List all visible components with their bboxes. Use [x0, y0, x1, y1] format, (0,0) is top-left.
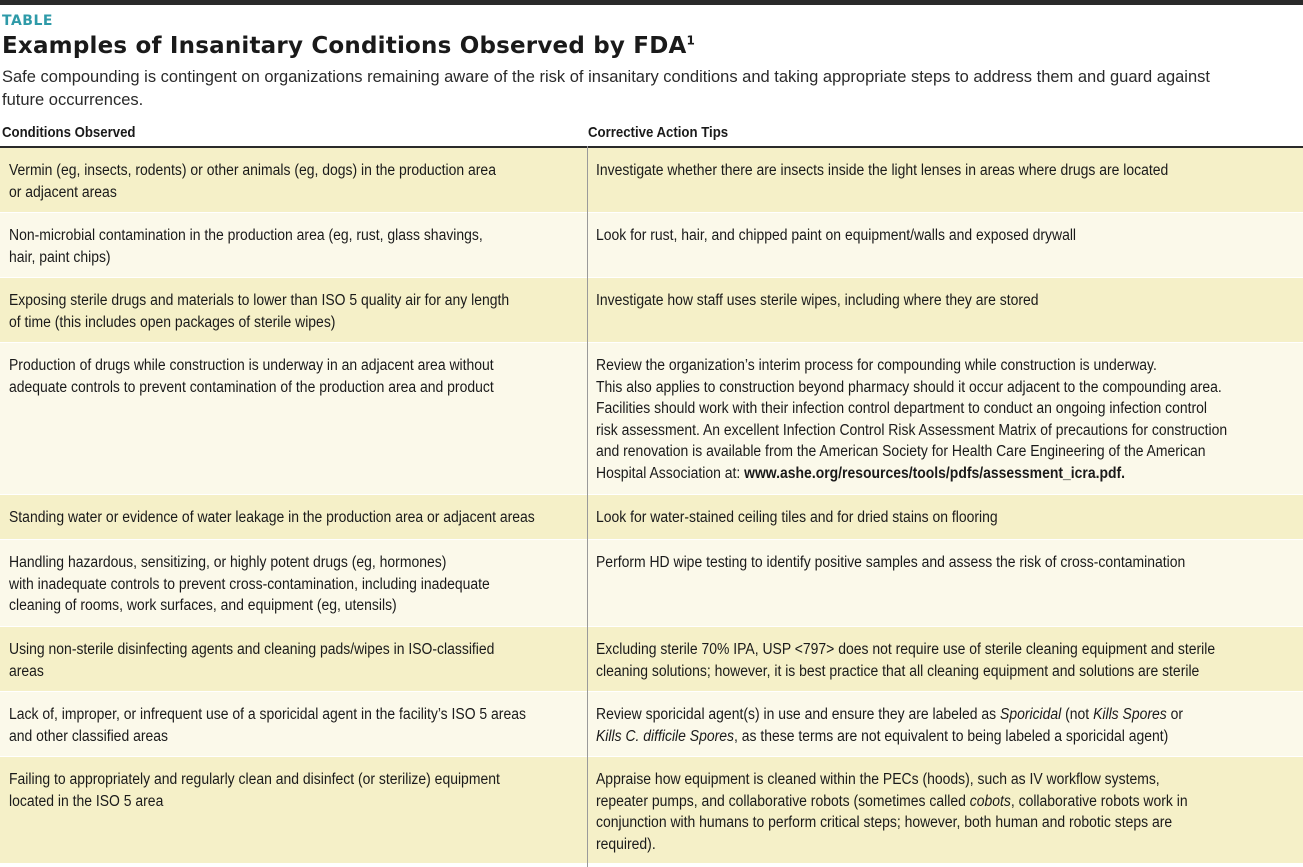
condition-line: Lack of, improper, or infrequent use of a sporicidal agent in the facility’s ISO 5 areas: [9, 706, 526, 723]
table-row: [0, 343, 1303, 495]
tip-emphasis: Sporicidal: [1000, 706, 1062, 723]
tip-emphasis: cobots: [969, 792, 1011, 810]
condition-line: Vermin (eg, insects, rodents) or other animals (eg, dogs) in the production area: [9, 162, 496, 179]
icra-url-link[interactable]: www.ashe.org/resources/tools/pdfs/assessment_icra.pdf.: [744, 464, 1126, 482]
condition-line: of time (this includes open packages of sterile wipes): [9, 313, 336, 331]
tip-text: , as these terms are not equivalent to being labeled a sporicidal agent): [733, 727, 1169, 745]
tip-cell: [596, 355, 1298, 484]
table-row: [0, 692, 1303, 757]
condition-line: adequate controls to prevent contamination of the production area and product: [9, 378, 494, 396]
condition-cell: [9, 552, 567, 617]
condition-cell: [9, 507, 567, 529]
condition-cell: [9, 769, 567, 812]
tip-text: or: [1166, 706, 1184, 723]
tip-line: Perform HD wipe testing to identify positive samples and assess the risk of cross-contamination: [596, 554, 1186, 571]
tip-line: [596, 463, 1298, 485]
tip-cell: [596, 552, 1298, 574]
condition-line: Handling hazardous, sensitizing, or highly potent drugs (eg, hormones): [9, 554, 447, 571]
subtitle: Safe compounding is contingent on organizations remaining aware of the risk of insanitary conditions and taking appropriate steps to address them and guard against future occurrences.: [2, 68, 1210, 109]
condition-line: hair, paint chips): [9, 248, 111, 266]
condition-line: with inadequate controls to prevent cross-contamination, including inadequate: [9, 575, 490, 593]
condition-cell: [9, 704, 567, 747]
table-row: [0, 148, 1303, 213]
condition-line: Failing to appropriately and regularly clean and disinfect (or sterilize) equipment: [9, 771, 500, 788]
column-divider: [587, 146, 588, 867]
column-header-tips: Corrective Action Tips: [588, 124, 729, 141]
tip-cell: [596, 225, 1298, 247]
table-header: [0, 124, 1303, 148]
condition-cell: [9, 160, 567, 203]
tip-text: , collaborative robots work in: [1010, 792, 1188, 810]
tip-line: Review the organization’s interim process for compounding while construction is underway.: [596, 357, 1157, 374]
tip-text: repeater pumps, and collaborative robots (sometimes called: [596, 792, 970, 810]
tip-line: Excluding sterile 70% IPA, USP <797> does not require use of sterile cleaning equipment and sterile: [596, 641, 1216, 658]
condition-cell: [9, 225, 567, 268]
condition-line: Production of drugs while construction is underway in an adjacent area without: [9, 357, 494, 374]
tip-cell: [596, 507, 1298, 529]
tip-line: risk assessment. An excellent Infection Control Risk Assessment Matrix of precautions for construction: [596, 421, 1228, 439]
tip-emphasis: Kills C. difficile Spores: [596, 727, 734, 745]
tip-line: Investigate how staff uses sterile wipes, including where they are stored: [596, 292, 1039, 309]
condition-cell: [9, 290, 567, 333]
tip-line: Facilities should work with their infection control department to conduct an ongoing infection control: [596, 400, 1208, 417]
condition-line: Using non-sterile disinfecting agents and cleaning pads/wipes in ISO-classified: [9, 641, 495, 658]
condition-line: cleaning of rooms, work surfaces, and equipment (eg, utensils): [9, 597, 397, 614]
condition-cell: [9, 355, 567, 398]
condition-line: areas: [9, 662, 44, 680]
tip-cell: [596, 639, 1298, 682]
tip-text: Hospital Association at:: [596, 464, 745, 482]
tip-cell: [596, 290, 1298, 312]
table-body: [0, 148, 1303, 864]
title-text: Examples of Insanitary Conditions Observed by FDA: [2, 33, 687, 59]
table-row: [0, 627, 1303, 692]
tip-line: conjunction with humans to perform critical steps; however, both human and robotic steps are: [596, 814, 1173, 831]
table-row: [0, 540, 1303, 627]
condition-line: Exposing sterile drugs and materials to lower than ISO 5 quality air for any length: [9, 292, 510, 309]
tip-line: [596, 726, 1298, 748]
tip-emphasis: Kills Spores: [1093, 706, 1167, 723]
condition-line: located in the ISO 5 area: [9, 792, 164, 810]
tip-line: Look for rust, hair, and chipped paint on equipment/walls and exposed drywall: [596, 227, 1077, 244]
tip-text: (not: [1061, 706, 1094, 723]
table-row: [0, 278, 1303, 343]
table-row: [0, 757, 1303, 864]
table-row: [0, 495, 1303, 540]
title-footnote: 1: [686, 33, 696, 48]
tip-text: Review sporicidal agent(s) in use and ensure they are labeled as: [596, 706, 1001, 723]
tip-cell: [596, 769, 1298, 855]
tip-line: required).: [596, 835, 656, 853]
tip-line: This also applies to construction beyond pharmacy should it occur adjacent to the compounding area.: [596, 378, 1222, 396]
condition-cell: [9, 639, 567, 682]
tip-cell: [596, 160, 1298, 182]
page-title: [2, 33, 695, 59]
table-kicker: TABLE: [2, 13, 53, 29]
tip-line: [596, 791, 1298, 813]
tip-line: Appraise how equipment is cleaned within the PECs (hoods), such as IV workflow systems,: [596, 771, 1160, 788]
tip-cell: [596, 704, 1298, 747]
condition-line: or adjacent areas: [9, 183, 117, 201]
tip-line: Investigate whether there are insects inside the light lenses in areas where drugs are located: [596, 162, 1169, 179]
column-header-conditions: Conditions Observed: [2, 124, 136, 141]
condition-line: and other classified areas: [9, 727, 168, 745]
tip-line: [596, 704, 1298, 726]
tip-line: and renovation is available from the American Society for Health Care Engineering of the American: [596, 443, 1206, 460]
top-rule: [0, 0, 1303, 5]
table-row: [0, 213, 1303, 278]
condition-line: Non-microbial contamination in the production area (eg, rust, glass shavings,: [9, 227, 483, 244]
tip-line: Look for water-stained ceiling tiles and for dried stains on flooring: [596, 509, 998, 526]
condition-line: Standing water or evidence of water leakage in the production area or adjacent areas: [9, 509, 535, 526]
tip-line: cleaning solutions; however, it is best practice that all cleaning equipment and solutions are sterile: [596, 662, 1200, 680]
